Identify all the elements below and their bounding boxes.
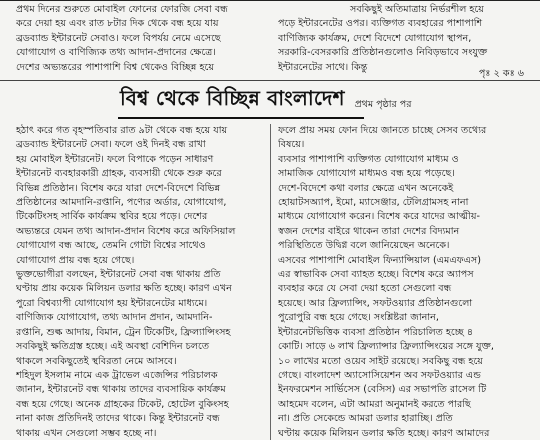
right-body-column — [278, 124, 526, 440]
text-line: অভ্যন্তরে যেমন তথ্য আদান-প্রদান বিশেষ করে অফিসিয়াল — [16, 225, 236, 237]
text-line: বাণিজ্যিক কার্যক্রম, দেশে বিদেশে যোগাযোগ স্থাপন, — [278, 32, 472, 44]
text-line: কোটি। সাড়ে ৬ লাখ ফ্রিল্যান্সার ফ্রিল্যান্সিংয়ের সঙ্গে যুক্ত, — [278, 341, 494, 353]
text-line: সরকারি-বেসরকারি প্রতিষ্ঠানগুলোও নিবিড়ভাবে সংযুক্ত — [278, 47, 488, 59]
text-line: ইনফরমেশন সার্ভিসেস (বেসিস) এর সভাপতি রাসেল টি — [278, 384, 487, 396]
text-line: ইন্টারনেটভিত্তিক ব্যবসা প্রতিষ্ঠান পরিচালিত হচ্ছে ৪ — [278, 326, 474, 338]
text-line: সামাজিক যোগাযোগ মাধ্যমও বন্ধ হয়ে পড়েছে। — [278, 168, 455, 180]
text-line: টিকেটিংসহ সার্বিক কার্যক্রম স্থবির হয়ে পড়ে। দেশের — [16, 211, 208, 223]
text-line: সবকিছুই ক্ষতিগ্রস্ত হচ্ছে। এই অবস্থা বেশিদিন চলতে — [16, 341, 210, 353]
text-line: পরিস্থিতিতে উদ্বিগ্ন বলে জানিয়েছেন অনেকে। — [278, 240, 450, 252]
text-line: ব্যবহার করে যে সেবা দেয়া হতো সেগুলো বন্ধ — [278, 283, 452, 295]
headline-block — [120, 86, 412, 117]
text-line: যোগাযোগ প্রায় বন্ধ হয়ে গেছে। — [16, 254, 135, 266]
text-line: রপ্তানি, শুল্ক আদায়, বিমান, ট্রেন টিকেটিং, ফ্রিল্যান্সিংসহ — [16, 326, 231, 338]
text-line: ব্রডব্যান্ড ইন্টারনেট সেবা। ফলে ওই দিনই বন্ধ রাখা — [16, 139, 206, 151]
text-line: বিভিন্ন প্রতিষ্ঠান। বিশেষ করে যারা দেশে-বিদেশে বিভিন্ন — [16, 182, 221, 194]
text-line: ব্যবসার পাশাপাশি ব্যক্তিগত যোগাযোগ মাধ্যম ও — [278, 153, 459, 165]
text-line: মাধ্যমে যোগাযোগ করেন। বিশেষ করে যাদের আত্মীয়- — [278, 211, 480, 223]
text-line: ব্রডব্যান্ড ইন্টারনেট সেবাও। ফলে বিপর্যয় নেমে এসেছে — [16, 32, 221, 44]
top-right-text-block — [278, 3, 526, 75]
text-line: এর স্বাভাবিক সেবা ব্যাহত হচ্ছে। বিশেষ করে অ্যাপস — [278, 269, 474, 281]
text-line: ঘণ্টায় প্রায় কয়েক মিলিয়ন ডলার ক্ষতি হচ্ছে। কারণ এখন — [16, 283, 232, 295]
text-line: ঘণ্টায় কয়েক মিলিয়ন ডলার ক্ষতি হচ্ছে। কারণ আমাদের — [278, 427, 490, 439]
text-line: এসবের পাশাপাশি মোবাইল ফিন্যান্সিয়াল (এমএফএস) — [278, 254, 482, 266]
text-line: হোয়াটসঅ্যাপ, ইমো, ম্যাসেঞ্জার, টেলিগ্রামসহ নানা — [278, 197, 469, 209]
column-divider — [270, 124, 271, 440]
text-line: আহমেদ বলেন, এটা আমরা অনুমানই করতে পারছি — [278, 398, 471, 410]
text-line: গেছে। বাংলাদেশ অ্যাসোসিয়েশন অব সফটওয়্যার এন্ড — [278, 369, 481, 381]
headline-continued-label: প্রথম পৃষ্ঠার পর — [354, 99, 412, 110]
text-line: প্রথম দিনের শুরুতে মোবাইল ফোনের ফোরজি সেবা বন্ধ — [16, 4, 228, 15]
text-line: শহিদুল ইসলাম নামে এক ট্রাভেল এজেন্সির পরিচালক — [16, 369, 218, 381]
text-line: ভুক্তভোগীরা বলছেন, ইন্টারনেট সেবা বন্ধ থাকায় প্রতি — [16, 269, 221, 281]
text-line: হয় মোবাইল ইন্টারনেট। ফলে বিপাকে পড়েন সাধারণ — [16, 153, 214, 165]
text-line: হয়েছে। আর ফ্রিল্যান্সিং, সফটওয়্যার প্রতিষ্ঠানগুলো — [278, 297, 473, 309]
headline-title: বিশ্ব থেকে বিচ্ছিন্ন বাংলাদেশ — [120, 86, 345, 110]
text-line: করে দেয়া হয় এবং রাত ৮টার দিক থেকে বন্ধ হয়ে যায় — [16, 18, 219, 30]
text-line: হঠাৎ করে গত বৃহস্পতিবার রাত ৯টা থেকে বন্ধ হয়ে যায় — [16, 125, 228, 136]
headline-underline — [118, 117, 364, 119]
text-line: পড়ে ইন্টারনেটের ওপর। ব্যক্তিগত ব্যবহারের পাশাপাশি — [278, 18, 483, 30]
text-line: পুরো বিশ্বব্যাপী যোগাযোগ হয় ইন্টারনেটের মাধ্যমে। — [16, 297, 208, 309]
text-line: জানান, ইন্টারনেট বন্ধ থাকায় তাদের ব্যবসায়িক কার্যক্রম — [16, 384, 226, 396]
left-body-column — [16, 124, 262, 440]
text-line: না। প্রতি সেকেন্ডে আমরা ডলার হারাচ্ছি। প্রতি — [278, 413, 453, 425]
text-line: দেশের অভ্যন্তরের পাশাপাশি বিশ্ব থেকেও বিচ্ছিন্ন হয়ে — [16, 61, 214, 73]
top-edge-rule — [0, 0, 540, 1]
text-line: যোগাযোগ বন্ধ আছে, তেমনি গোটা বিশ্বের সাথেও — [16, 240, 206, 252]
text-line: দেশে-বিদেশে কথা বলার ক্ষেত্রে এখন অনেকেই — [278, 182, 454, 194]
text-line: বন্ধ হয়ে গেছে। অনেক গ্রাহকের টিকেট, হোটেল বুকিংসহ — [16, 398, 229, 410]
text-line: স্বজন দেশের বাইরে থাকেন তারা দেশের বিদ্যমান — [278, 225, 460, 237]
text-line: পুরোপুরি বন্ধ হয়ে গেছে। সংশ্লিষ্টরা জানান, — [278, 312, 439, 324]
text-line: ১০ লাখের মতো ওয়েব সাইট রয়েছে। সবকিছু বন্ধ হয়ে — [278, 355, 483, 367]
text-line: থাকলে সবকিছুতেই স্থবিরতা নেমে আসবে। — [16, 355, 177, 367]
text-line: থাকায় এখন সেগুলো সম্ভব হচ্ছে না। — [16, 427, 157, 439]
text-line: ইন্টারনেটের সাথে। কিন্তু — [278, 61, 368, 73]
text-line: বিষয়ে। — [278, 139, 305, 151]
section-divider — [0, 80, 540, 81]
text-line: সবকিছুই অতিমাত্রায় নির্ভরশীল হয়ে — [350, 4, 484, 15]
text-line: প্রতিষ্ঠানের আমদানি-রপ্তানি, পণ্যের অর্ডার, যোগাযোগ, — [16, 197, 227, 209]
text-line: ইন্টারনেট ব্যবহারকারী গ্রাহক, ব্যবসায়ী থেকে শুরু করে — [16, 168, 222, 180]
top-left-text-block — [16, 3, 262, 75]
page-reference: পৃঃ ২ কঃ ৬ — [478, 68, 524, 79]
text-line: বাণিজ্যিক যোগাযোগ, তথ্য আদান প্রদান, আমদানি- — [16, 312, 213, 324]
text-line: ফলে প্রায় সময় ফোন দিয়ে জানতে চাচ্ছে সেসব তথ্যের — [278, 125, 487, 136]
text-line: যোগাযোগ ও বাণিজ্যিক তথ্য আদান-প্রদানের ক্ষেত্রে। — [16, 47, 216, 59]
text-line: নানা কাজ প্রতিদিনই তাদের থাকে। কিন্তু ইন্টারনেট বন্ধ — [16, 413, 220, 425]
